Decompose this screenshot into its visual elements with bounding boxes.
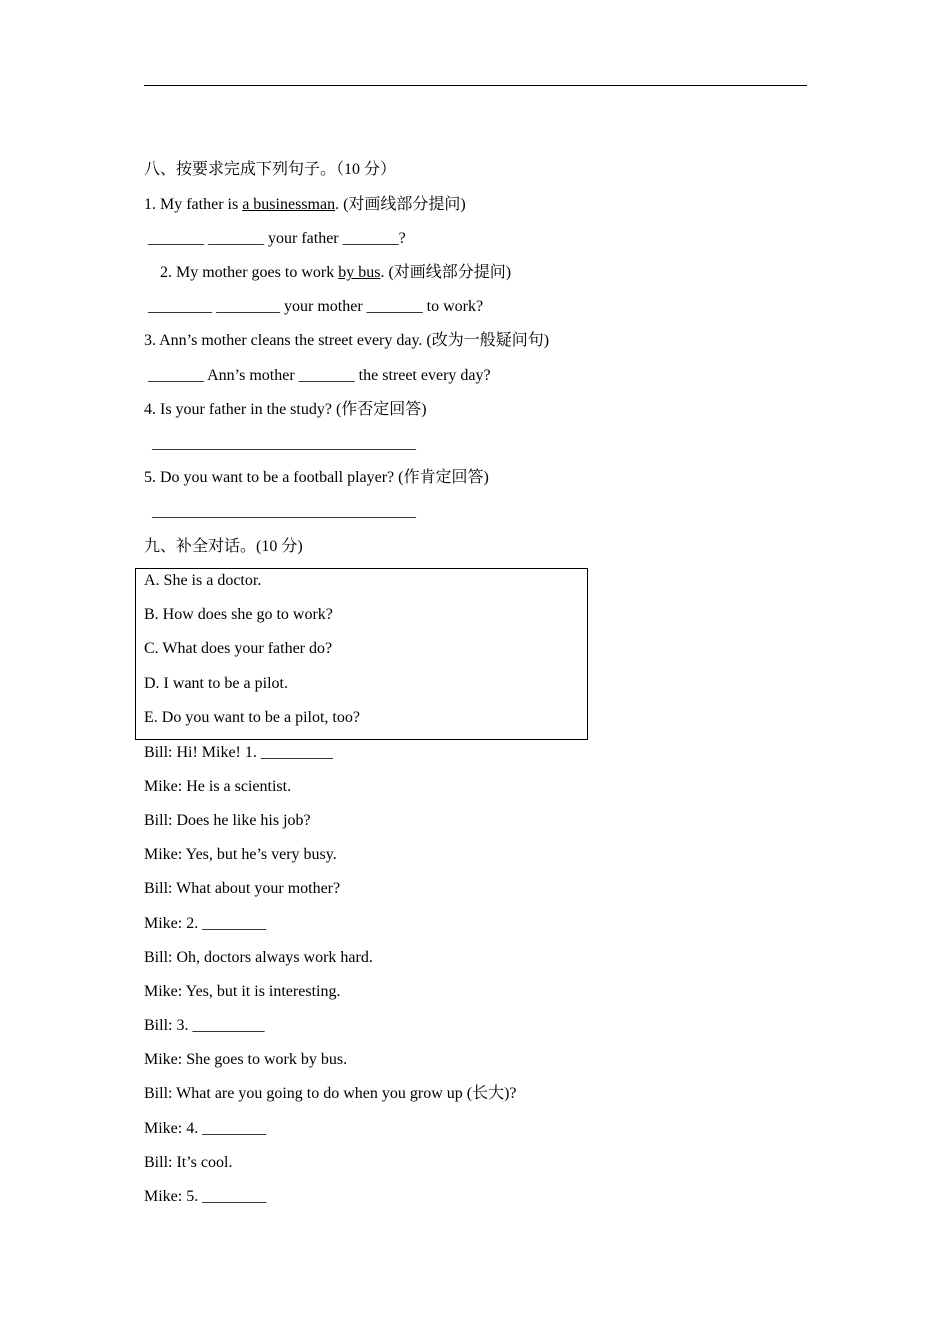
question-1-text: My father is	[160, 196, 243, 213]
section-9-heading: 九、补全对话。(10 分)	[144, 538, 303, 555]
question-3: 3. Ann’s mother cleans the street every day. (改为一般疑问句)	[144, 332, 550, 349]
dialogue-line: Mike: 2. ________	[144, 915, 267, 932]
question-2-text: My mother goes to work	[176, 264, 339, 281]
question-4-answer-line: _________________________________	[144, 435, 416, 452]
question-2	[160, 263, 511, 283]
dialogue-line: Mike: 4. ________	[144, 1120, 267, 1137]
question-2-answer-line: ________ ________ your mother _______ to work?	[144, 298, 484, 315]
question-1	[144, 195, 466, 215]
dialogue-line: Bill: It’s cool.	[144, 1154, 233, 1171]
dialogue-line: Mike: Yes, but he’s very busy.	[144, 846, 337, 863]
question-4: 4. Is your father in the study? (作否定回答)	[144, 401, 427, 418]
question-2-underlined: by bus	[338, 264, 381, 281]
section-8-heading: 八、按要求完成下列句子。（10 分）	[144, 161, 397, 178]
question-1-answer-line: _______ _______ your father _______?	[144, 230, 406, 247]
dialogue-line: Mike: He is a scientist.	[144, 778, 292, 795]
dialogue-line: Mike: Yes, but it is interesting.	[144, 983, 341, 1000]
question-5: 5. Do you want to be a football player? (作肯定回答)	[144, 469, 489, 486]
question-3-answer-line: _______ Ann’s mother _______ the street every day?	[144, 367, 491, 384]
dialogue-line: Bill: What about your mother?	[144, 880, 341, 897]
dialogue-line: Bill: 3. _________	[144, 1017, 265, 1034]
option-d: D. I want to be a pilot.	[144, 675, 288, 692]
dialogue-line: Bill: Oh, doctors always work hard.	[144, 949, 373, 966]
option-e: E. Do you want to be a pilot, too?	[144, 709, 360, 726]
question-5-answer-line: _________________________________	[144, 503, 416, 520]
dialogue-line: Bill: Hi! Mike! 1. _________	[144, 744, 333, 761]
option-b: B. How does she go to work?	[144, 606, 333, 623]
option-a: A. She is a doctor.	[144, 572, 262, 589]
question-1-underlined: a businessman	[242, 196, 336, 213]
question-1-number: 1.	[144, 196, 156, 213]
dialogue-line: Mike: She goes to work by bus.	[144, 1051, 348, 1068]
question-2-number: 2.	[160, 264, 172, 281]
dialogue-line: Bill: Does he like his job?	[144, 812, 311, 829]
header-rule	[144, 85, 807, 86]
question-2-instruction: . (对画线部分提问)	[380, 264, 512, 281]
question-1-instruction: . (对画线部分提问)	[335, 196, 466, 213]
option-c: C. What does your father do?	[144, 640, 333, 657]
dialogue-line: Bill: What are you going to do when you grow up (长大)?	[144, 1085, 517, 1102]
dialogue-line: Mike: 5. ________	[144, 1188, 267, 1205]
